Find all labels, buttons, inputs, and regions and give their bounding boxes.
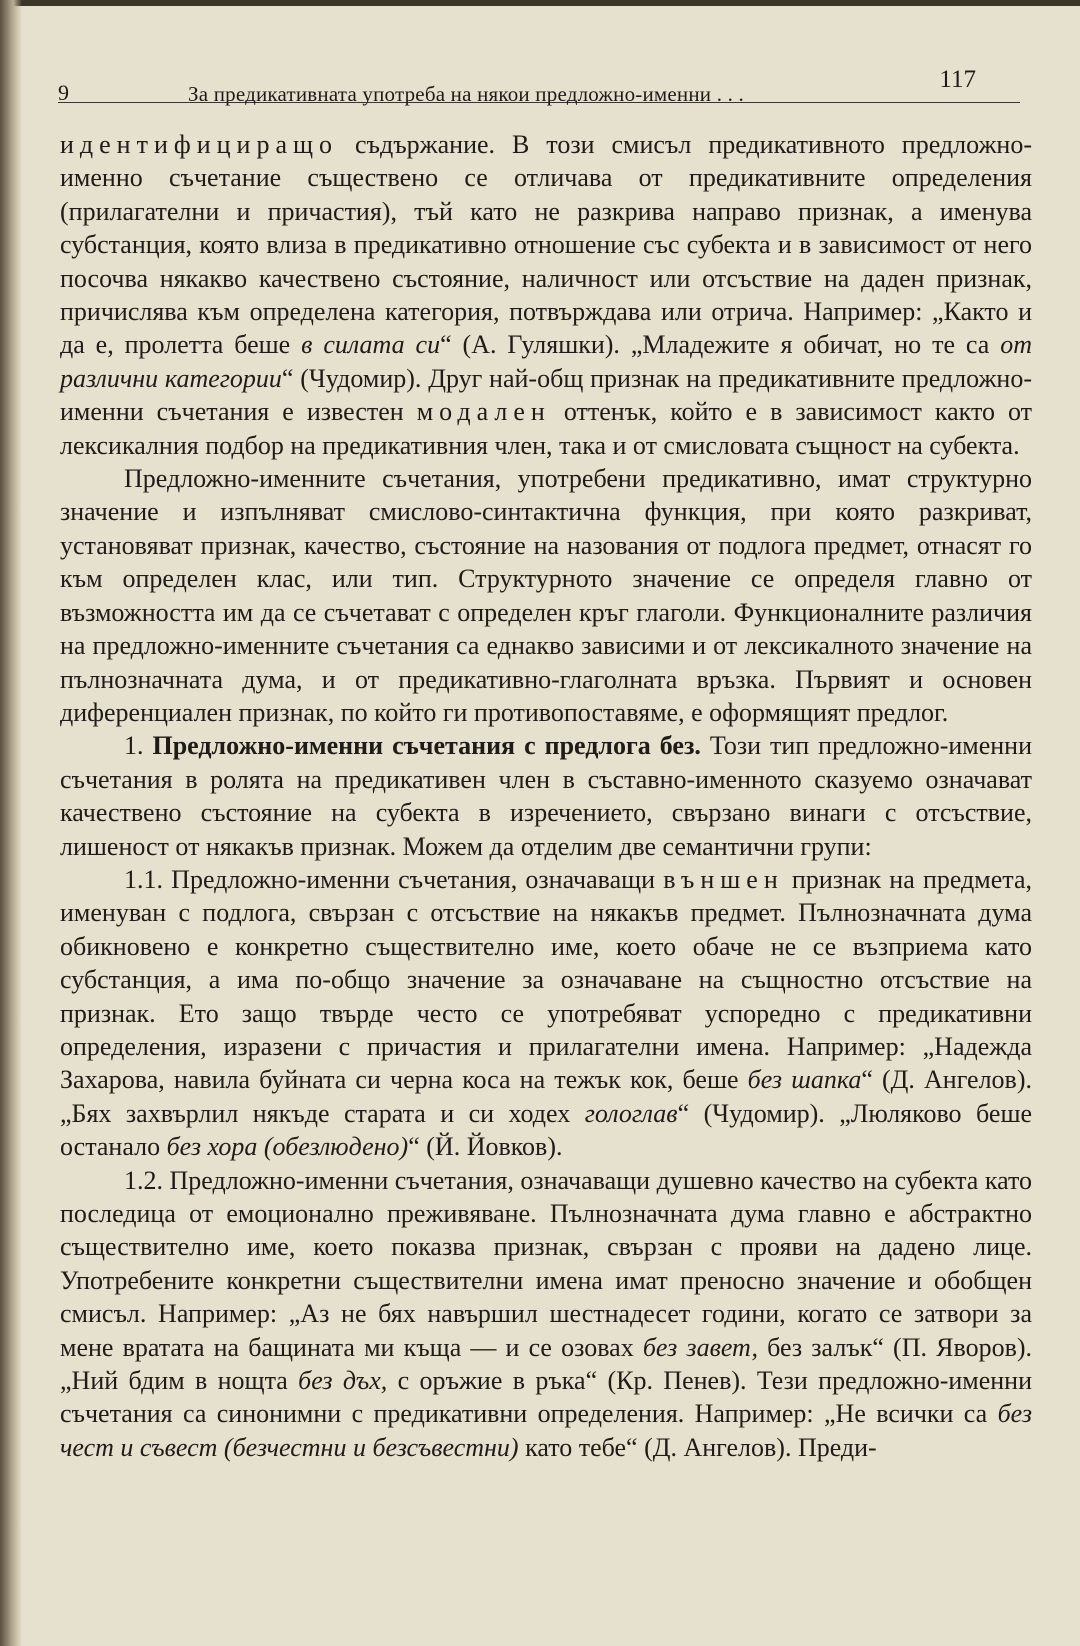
paragraph bbox=[60, 128, 1032, 462]
paragraph bbox=[60, 462, 1032, 729]
body-text bbox=[60, 128, 1032, 1464]
spaced-emphasis: модален bbox=[416, 397, 551, 427]
page-spine-shadow bbox=[0, 0, 22, 1646]
text-run: без залък“ (П. Яворов). „Ний бдим в нощта bbox=[60, 1332, 1033, 1396]
text-run: 1. bbox=[124, 731, 153, 761]
running-title: За предикативната употреба на някои предложно-именни . . . bbox=[188, 82, 744, 106]
spaced-emphasis: идентифициращо bbox=[60, 130, 339, 159]
section-heading: Предложно-именни съчетания с предлога без. bbox=[152, 731, 701, 761]
text-run: “ (А. Гуляшки). „Младежите я обичат, но те са bbox=[440, 330, 1001, 360]
text-run: 1.2. Предложно-именни съчетания, означаващи душевно качество на субекта като последица от емоционално преживяване. Пълнозначната дума главно е абстрактно съществително име, което показва признак, свързан с прояви на дадено лице. Употребените конкретни съществителни имена имат преносно значение и обобщен смисъл. Например: „Аз не бях навършил шестнадесет години, когато се затвори за мене вратата на бащината ми къща — и се озовах bbox=[60, 1165, 1032, 1362]
page-top-edge bbox=[0, 0, 1080, 6]
italic-example: без дъх, bbox=[298, 1366, 388, 1396]
spaced-emphasis: външен bbox=[663, 864, 784, 894]
text-run: с оръжие в ръка“ (Кр. Пенев). Тези предложно-именни съчетания са синонимни с предикативни определения. Например: „Не всички са bbox=[60, 1366, 1033, 1429]
italic-example: в силата си bbox=[301, 330, 441, 360]
italic-example: гологлав bbox=[584, 1098, 678, 1128]
page-number: 117 bbox=[939, 66, 976, 93]
header-left-number: 9 bbox=[58, 80, 69, 105]
paragraph bbox=[60, 863, 1032, 1164]
text-run: “ (Й. Йовков). bbox=[408, 1132, 563, 1162]
text-run: признак на предмета, именуван с подлога, свързан с отсъствие на някакъв предмет. Пълнозначната дума обикновено е конкретно съществително име, което обаче не се възприема като субстанция, а има по-общо значение за означаване на същностно отсъствие на признак. Ето защо твърде често се употребяват успоредно с предикативни определения, изразени с причастия и прилагателни имена. Например: „Надежда Захарова, навила буйната си черна коса на тежък кок, беше bbox=[60, 864, 1032, 1095]
text-run: “ (Д. Ангелов). „Бях захвърлил някъде старата и си ходех bbox=[60, 1065, 1032, 1128]
text-run: 1.1. Предложно-именни съчетания, означаващи bbox=[124, 864, 664, 894]
text-run: “ (Чудомир). „Люляково беше останало bbox=[60, 1098, 1032, 1162]
text-run: оттенък, който е в зависимост както от лексикалния подбор на предикативния член, така и от смисловата същност на субекта. bbox=[60, 397, 1032, 460]
italic-example: без чест и съвест (безчестни и безсъвестни) bbox=[60, 1399, 1032, 1462]
text-run: “ (Чудомир). Друг най-общ признак на предикативните предложно-именни съчетания е известен bbox=[60, 363, 1032, 427]
running-header bbox=[58, 62, 1020, 106]
italic-example: без хора (обезлюдено) bbox=[166, 1132, 409, 1162]
italic-example: от различни категории bbox=[60, 330, 1033, 393]
paragraph bbox=[60, 729, 1032, 863]
text-run: съдържание. В този смисъл предикативното предложно-именно съчетание съществено се отличава от предикативните определения (прилагателни и причастия), тъй като не разкрива направо признак, а именува субстанция, която влиза в предикативно отношение със субекта и в зависимост от него посочва някакво качествено състояние, наличност или отсъствие на даден признак, причислява към определена категория, потвърждава или отрича. Например: „Както и да е, пролетта беше bbox=[60, 130, 1032, 360]
italic-example: без шапка bbox=[747, 1065, 862, 1095]
italic-example: без завет, bbox=[642, 1332, 758, 1362]
paragraph bbox=[60, 1164, 1032, 1465]
text-run: Този тип предложно-именни съчетания в ролята на предикативен член в съставно-именното сказуемо означават качествено състояние на субекта в изречението, свързано винаги с отсъствие, лишеност от някакъв признак. Можем да отделим две семантични групи: bbox=[60, 731, 1033, 861]
text-run: Предложно-именните съчетания, употребени предикативно, имат структурно значение и изпълняват смислово-синтактична функция, при която разкриват, установяват признак, качество, състояние на назования от подлога предмет, отнасят го към определен клас, или тип. Структурното значение се определя главно от възможността им да се съчетават с определен кръг глаголи. Функционалните различия на предложно-именните съчетания са еднакво зависими и от лексикалното значение на пълнозначната дума, и от предикативно-глаголната връзка. Първият и основен диференциален признак, по който ги противопоставяме, е оформящият предлог. bbox=[60, 464, 1032, 727]
text-run: като тебе“ (Д. Ангелов). Преди- bbox=[518, 1432, 877, 1462]
